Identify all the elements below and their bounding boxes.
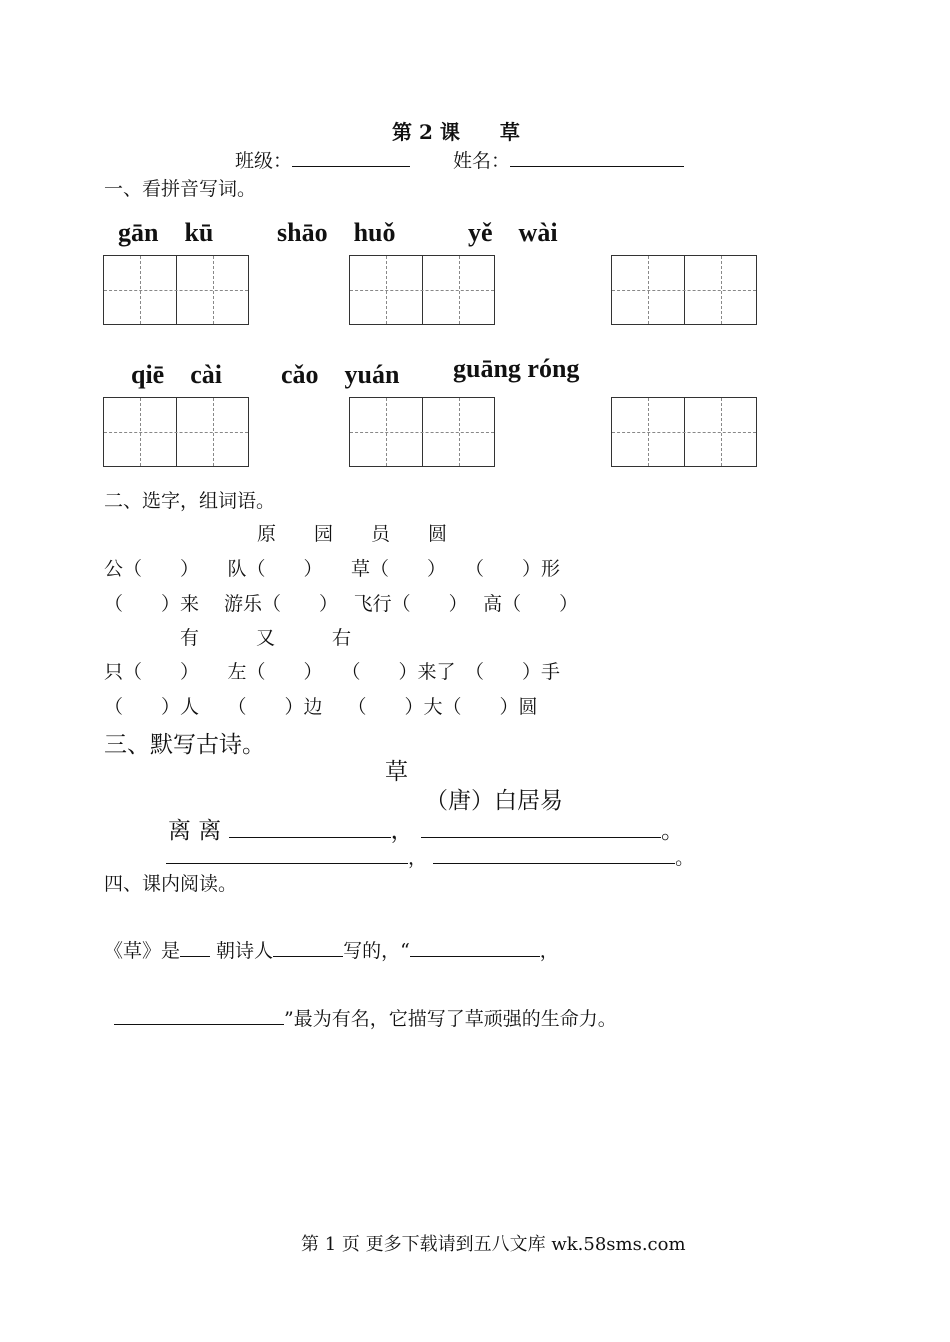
section4-heading: 四、课内阅读。 <box>104 873 238 895</box>
poem-comma-1: ， <box>390 818 414 844</box>
writing-box[interactable] <box>611 255 757 325</box>
word-line-2: （ ）来 游乐（ ） 飞行（ ） 高（ ） <box>104 593 579 615</box>
reading-line-1 <box>104 936 559 963</box>
name-label: 姓名： <box>453 150 511 172</box>
writing-box[interactable] <box>611 397 757 467</box>
pinyin-3: yě wài <box>468 218 558 247</box>
writing-box[interactable] <box>349 397 495 467</box>
poem-blank-1[interactable] <box>229 817 391 838</box>
reading-text-b: 朝诗人 <box>210 940 274 962</box>
poem-line-1-start: 离 离 <box>168 818 222 844</box>
writing-box[interactable] <box>349 255 495 325</box>
pinyin-5: cǎo yuán <box>281 360 400 389</box>
pinyin-4: qiē cài <box>131 360 222 389</box>
page-footer: 第 1 页 更多下载请到五八文库 wk.58sms.com <box>301 1234 686 1255</box>
pinyin-6: guāng róng <box>453 354 580 383</box>
pinyin-2: shāo huǒ <box>277 218 396 247</box>
char-options-2: 有 又 右 <box>180 627 352 649</box>
dynasty-blank[interactable] <box>180 938 210 957</box>
class-field <box>235 146 410 173</box>
name-field <box>453 146 684 173</box>
writing-box[interactable] <box>103 255 249 325</box>
name-blank[interactable] <box>510 148 684 167</box>
poem-blank-4[interactable] <box>433 845 675 864</box>
pinyin-1: gān kū <box>118 218 214 247</box>
reading-text-end: ”最为有名，它描写了草顽强的生命力。 <box>284 1008 617 1030</box>
writing-box[interactable] <box>103 397 249 467</box>
char-options-1: 原 园 员 圆 <box>257 523 448 545</box>
poem-author: （唐）白居易 <box>425 788 563 814</box>
word-line-1: 公（ ） 队（ ） 草（ ） （ ）形 <box>104 558 561 580</box>
section3-heading: 三、默写古诗。 <box>104 732 265 758</box>
word-line-4: （ ）人 （ ）边 （ ）大（ ）圆 <box>104 696 538 718</box>
poem-title: 草 <box>385 759 408 785</box>
reading-line-2 <box>114 1004 617 1031</box>
poem-line-2 <box>166 843 694 870</box>
page-title: 第 2 课 草 <box>392 120 520 144</box>
poem-comma-2: ， <box>408 847 428 869</box>
poem-period-2: 。 <box>675 847 695 869</box>
verse-blank-1[interactable] <box>410 938 540 957</box>
reading-text-d: ， <box>539 940 559 962</box>
section2-heading: 二、选字，组词语。 <box>104 490 276 512</box>
section1-heading: 一、看拼音写词。 <box>104 178 257 200</box>
class-blank[interactable] <box>292 148 410 167</box>
poem-blank-2[interactable] <box>421 817 661 838</box>
poem-blank-3[interactable] <box>166 845 408 864</box>
poem-period-1: 。 <box>660 818 684 844</box>
word-line-3: 只（ ） 左（ ） （ ）来了 （ ）手 <box>104 661 561 683</box>
class-label: 班级： <box>235 150 293 172</box>
reading-text-a: 《草》是 <box>104 940 181 962</box>
poet-blank[interactable] <box>273 938 343 957</box>
verse-blank-2[interactable] <box>114 1006 284 1025</box>
reading-text-c: 写的，“ <box>343 940 410 962</box>
poem-line-1 <box>168 812 684 845</box>
